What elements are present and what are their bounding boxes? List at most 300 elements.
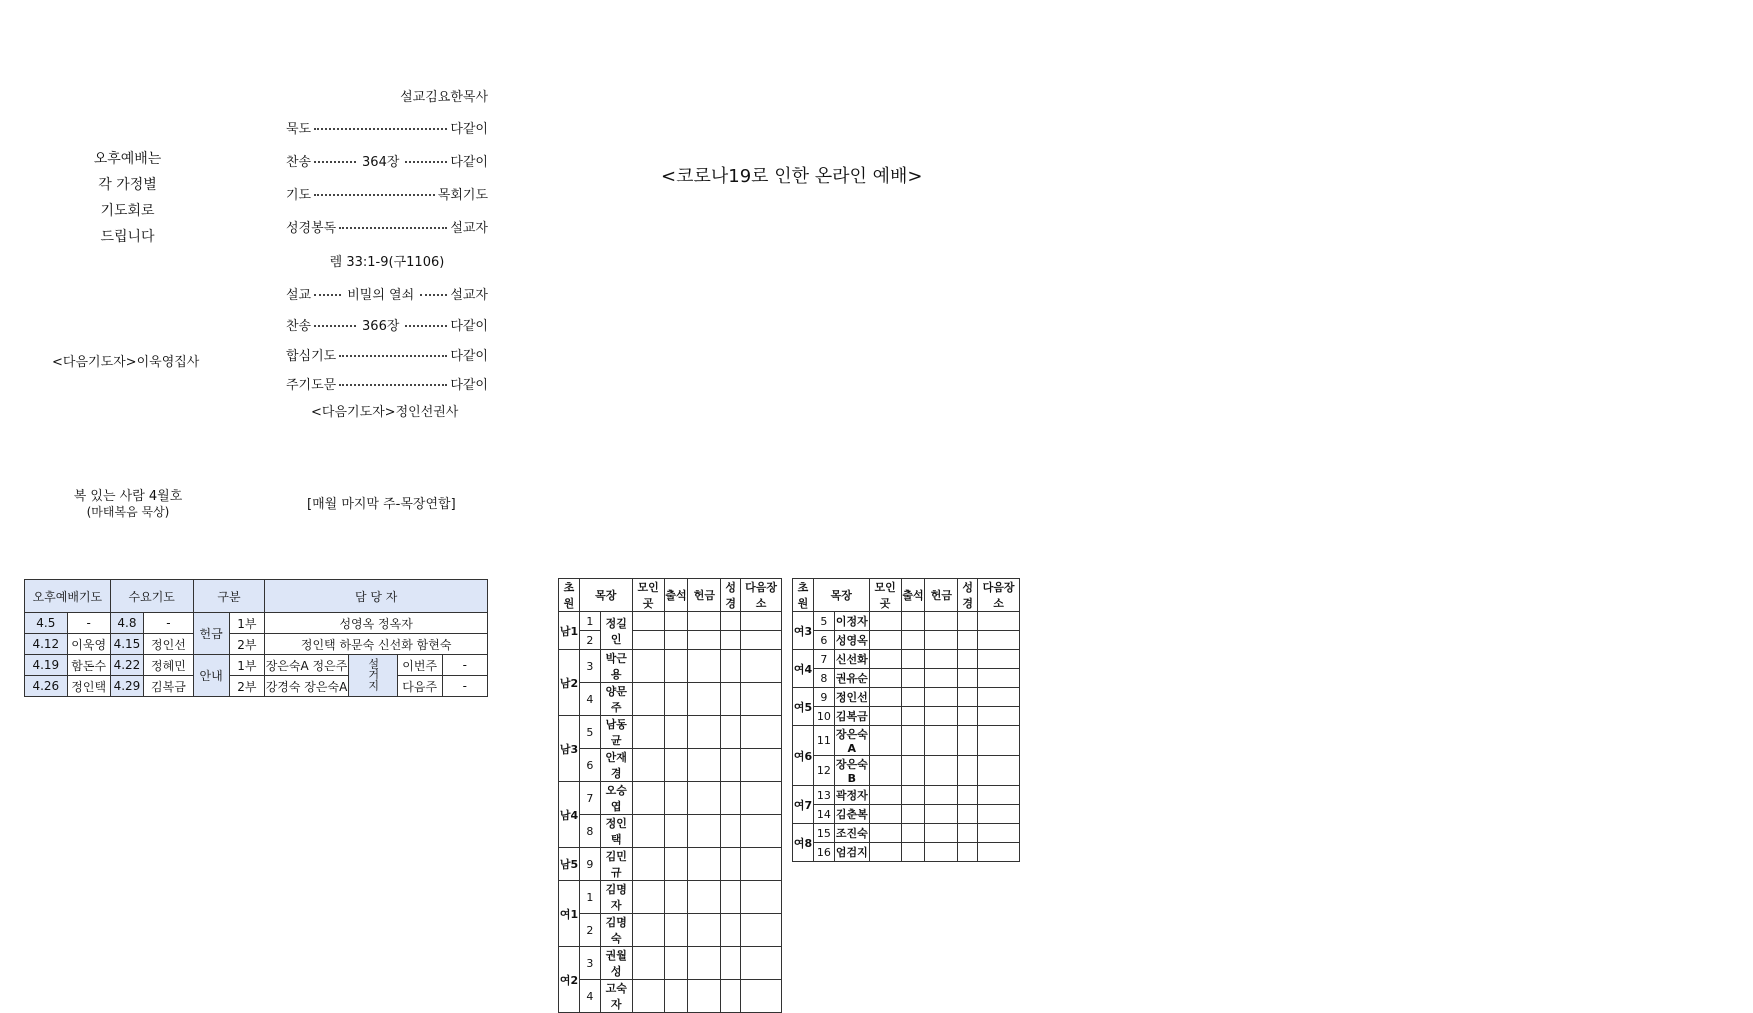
- member-no: 11: [813, 726, 834, 756]
- table-row: [559, 815, 782, 848]
- member-name: 김명자: [600, 881, 632, 914]
- name-cell: 정인선: [144, 634, 194, 655]
- member-no: 4: [579, 980, 600, 1013]
- monthly-note: [매월 마지막 주-목장연합]: [307, 497, 456, 512]
- empty-cell[interactable]: [741, 749, 782, 782]
- empty-cell[interactable]: [925, 843, 958, 862]
- setup-week: 이번주: [397, 655, 442, 676]
- member-name: 이정자: [834, 612, 869, 631]
- member-name: 권유순: [834, 669, 869, 688]
- empty-cell[interactable]: [741, 980, 782, 1013]
- empty-cell[interactable]: [869, 688, 901, 707]
- empty-cell[interactable]: [721, 848, 741, 881]
- order-row: [286, 315, 488, 333]
- setup-label-text: 설거지: [366, 657, 380, 691]
- empty-cell[interactable]: [925, 805, 958, 824]
- prayer-notice: [70, 146, 185, 250]
- member-name: 김춘복: [834, 805, 869, 824]
- member-name: 고숙자: [600, 980, 632, 1013]
- empty-cell[interactable]: [925, 756, 958, 786]
- member-name: 조진숙: [834, 824, 869, 843]
- table-row: [559, 881, 782, 914]
- empty-cell[interactable]: [632, 980, 664, 1013]
- table-row: [559, 848, 782, 881]
- empty-cell[interactable]: [688, 749, 721, 782]
- col-header: 헌금: [688, 579, 721, 612]
- empty-cell[interactable]: [632, 650, 664, 683]
- empty-cell[interactable]: [978, 707, 1020, 726]
- empty-cell[interactable]: [632, 848, 664, 881]
- empty-cell[interactable]: [688, 716, 721, 749]
- col-header: 구분: [193, 580, 265, 613]
- col-header: 출석: [664, 579, 688, 612]
- empty-cell[interactable]: [869, 631, 901, 650]
- member-no: 14: [813, 805, 834, 824]
- part-cell: 2부: [229, 676, 265, 697]
- empty-cell[interactable]: [741, 683, 782, 716]
- empty-cell[interactable]: [978, 786, 1020, 805]
- guide-label: 안내: [193, 655, 229, 697]
- empty-cell[interactable]: [632, 815, 664, 848]
- member-no: 15: [813, 824, 834, 843]
- member-no: 5: [579, 716, 600, 749]
- empty-cell[interactable]: [688, 980, 721, 1013]
- empty-cell[interactable]: [664, 749, 688, 782]
- table-row: [559, 914, 782, 947]
- empty-cell[interactable]: [869, 756, 901, 786]
- empty-cell[interactable]: [869, 843, 901, 862]
- order-detail: 비밀의 열쇠: [347, 287, 415, 303]
- empty-cell[interactable]: [664, 683, 688, 716]
- empty-cell[interactable]: [721, 749, 741, 782]
- table-row: [559, 716, 782, 749]
- table-row: [793, 631, 1020, 650]
- empty-cell[interactable]: [632, 947, 664, 980]
- col-header: 목장: [579, 579, 632, 612]
- date-cell: 4.8: [110, 613, 143, 634]
- order-row: [286, 151, 488, 169]
- date-cell: 4.12: [25, 634, 68, 655]
- member-name: 정길인: [600, 612, 632, 650]
- member-no: 1: [579, 612, 600, 631]
- empty-cell[interactable]: [664, 782, 688, 815]
- order-item: 찬송: [286, 154, 312, 170]
- empty-cell[interactable]: [925, 669, 958, 688]
- order-leader: 다같이: [450, 154, 488, 170]
- table-row: [559, 683, 782, 716]
- part-cell: 1부: [229, 655, 265, 676]
- empty-cell[interactable]: [869, 805, 901, 824]
- empty-cell[interactable]: [958, 669, 978, 688]
- empty-cell[interactable]: [869, 824, 901, 843]
- prayer-notice-line: 기도회로: [100, 203, 155, 219]
- empty-cell[interactable]: [901, 843, 925, 862]
- group-cell: 여3: [793, 612, 814, 650]
- empty-cell[interactable]: [632, 612, 664, 631]
- member-name: 엄검지: [834, 843, 869, 862]
- blessing-title: 복 있는 사람 4월호: [73, 489, 183, 504]
- group-cell: 여7: [793, 786, 814, 824]
- member-no: 2: [579, 914, 600, 947]
- empty-cell[interactable]: [901, 756, 925, 786]
- empty-cell[interactable]: [958, 756, 978, 786]
- empty-cell[interactable]: [978, 756, 1020, 786]
- col-header: 모인곳: [632, 579, 664, 612]
- name-cell: 김복금: [144, 676, 194, 697]
- order-row: [286, 284, 488, 302]
- empty-cell[interactable]: [869, 726, 901, 756]
- empty-cell[interactable]: [664, 848, 688, 881]
- prayer-notice-line: 오후예배는: [93, 151, 162, 167]
- empty-cell[interactable]: [869, 650, 901, 669]
- empty-cell[interactable]: [688, 683, 721, 716]
- name-cell: -: [144, 613, 194, 634]
- next-prayer-left: <다음기도자>이욱영집사: [52, 355, 200, 370]
- empty-cell[interactable]: [721, 716, 741, 749]
- offering-names: 성영옥 정옥자: [265, 613, 488, 634]
- sermon-header: 설교김요한목사: [400, 90, 488, 105]
- order-item: 찬송: [286, 318, 312, 334]
- member-name: 정인선: [834, 688, 869, 707]
- prayer-notice-line: 드립니다: [100, 229, 155, 245]
- member-name: 정인택: [600, 815, 632, 848]
- order-row: [286, 184, 488, 202]
- empty-cell[interactable]: [925, 650, 958, 669]
- group-cell: 남5: [559, 848, 580, 881]
- empty-cell[interactable]: [688, 612, 721, 631]
- empty-cell[interactable]: [721, 914, 741, 947]
- empty-cell[interactable]: [901, 650, 925, 669]
- member-no: 3: [579, 947, 600, 980]
- group-cell: 여4: [793, 650, 814, 688]
- empty-cell[interactable]: [925, 824, 958, 843]
- empty-cell[interactable]: [901, 824, 925, 843]
- empty-cell[interactable]: [632, 914, 664, 947]
- empty-cell[interactable]: [901, 669, 925, 688]
- empty-cell[interactable]: [664, 815, 688, 848]
- col-header: 모인곳: [869, 579, 901, 612]
- empty-cell[interactable]: [925, 707, 958, 726]
- empty-cell[interactable]: [958, 805, 978, 824]
- duty-table: [24, 579, 488, 697]
- blessing-sub: (마태복음 묵상): [86, 505, 170, 519]
- part-cell: 1부: [229, 613, 265, 634]
- date-cell: 4.5: [25, 613, 68, 634]
- empty-cell[interactable]: [632, 716, 664, 749]
- table-row: [793, 786, 1020, 805]
- empty-cell[interactable]: [978, 824, 1020, 843]
- empty-cell[interactable]: [869, 669, 901, 688]
- order-item: 성경봉독: [286, 220, 337, 236]
- empty-cell[interactable]: [958, 786, 978, 805]
- member-name: 신선화: [834, 650, 869, 669]
- col-header: 초원: [793, 579, 814, 612]
- empty-cell[interactable]: [721, 683, 741, 716]
- group-cell: 남4: [559, 782, 580, 848]
- member-name: 성영옥: [834, 631, 869, 650]
- group-cell: 여1: [559, 881, 580, 947]
- empty-cell[interactable]: [901, 805, 925, 824]
- member-name: 오승엽: [600, 782, 632, 815]
- table-row: [793, 688, 1020, 707]
- member-name: 곽정자: [834, 786, 869, 805]
- empty-cell[interactable]: [741, 782, 782, 815]
- empty-cell[interactable]: [901, 726, 925, 756]
- member-name: 김민규: [600, 848, 632, 881]
- empty-cell[interactable]: [721, 881, 741, 914]
- table-row: [559, 782, 782, 815]
- member-name: 장은숙A: [834, 726, 869, 756]
- empty-cell[interactable]: [958, 650, 978, 669]
- empty-cell[interactable]: [958, 612, 978, 631]
- empty-cell[interactable]: [958, 824, 978, 843]
- empty-cell[interactable]: [632, 881, 664, 914]
- empty-cell[interactable]: [741, 848, 782, 881]
- empty-cell[interactable]: [721, 650, 741, 683]
- empty-cell[interactable]: [925, 726, 958, 756]
- member-name: 양문주: [600, 683, 632, 716]
- empty-cell[interactable]: [869, 707, 901, 726]
- col-header: 담 당 자: [265, 580, 488, 613]
- empty-cell[interactable]: [721, 947, 741, 980]
- guide-names: 강경숙 장은숙A: [265, 676, 348, 697]
- next-prayer-right: <다음기도자>정인선권사: [311, 405, 459, 420]
- empty-cell[interactable]: [688, 848, 721, 881]
- setup-value: -: [442, 676, 487, 697]
- empty-cell[interactable]: [664, 881, 688, 914]
- member-no: 10: [813, 707, 834, 726]
- empty-cell[interactable]: [688, 914, 721, 947]
- member-no: 1: [579, 881, 600, 914]
- col-header: 헌금: [925, 579, 958, 612]
- empty-cell[interactable]: [741, 947, 782, 980]
- order-item: 주기도문: [286, 377, 337, 393]
- order-row: [286, 374, 488, 392]
- empty-cell[interactable]: [925, 786, 958, 805]
- member-name: 남동균: [600, 716, 632, 749]
- group-cell: 남1: [559, 612, 580, 650]
- empty-cell[interactable]: [741, 650, 782, 683]
- order-leader: 설교자: [450, 287, 488, 303]
- member-name: 권월성: [600, 947, 632, 980]
- empty-cell[interactable]: [978, 726, 1020, 756]
- empty-cell[interactable]: [869, 786, 901, 805]
- setup-label: [348, 655, 397, 697]
- member-no: 7: [579, 782, 600, 815]
- empty-cell[interactable]: [721, 782, 741, 815]
- group-cell: 여2: [559, 947, 580, 1013]
- part-cell: 2부: [229, 634, 265, 655]
- order-leader: 다같이: [450, 377, 488, 393]
- empty-cell[interactable]: [664, 650, 688, 683]
- empty-cell[interactable]: [901, 631, 925, 650]
- member-no: 16: [813, 843, 834, 862]
- prayer-notice-line: 각 가정별: [98, 177, 157, 193]
- date-cell: 4.22: [110, 655, 143, 676]
- date-cell: 4.15: [110, 634, 143, 655]
- empty-cell[interactable]: [958, 726, 978, 756]
- setup-week: 다음주: [397, 676, 442, 697]
- member-no: 12: [813, 756, 834, 786]
- order-row: [286, 118, 488, 136]
- member-no: 13: [813, 786, 834, 805]
- table-row: [793, 612, 1020, 631]
- empty-cell[interactable]: [978, 612, 1020, 631]
- col-header: 다음장소: [978, 579, 1020, 612]
- name-cell: 이욱영: [67, 634, 110, 655]
- empty-cell[interactable]: [721, 815, 741, 848]
- member-name: 안재경: [600, 749, 632, 782]
- table-row: [793, 843, 1020, 862]
- empty-cell[interactable]: [958, 688, 978, 707]
- empty-cell[interactable]: [688, 881, 721, 914]
- order-detail: 366장: [362, 318, 400, 334]
- group-cell: 남3: [559, 716, 580, 782]
- empty-cell[interactable]: [632, 749, 664, 782]
- table-row: [559, 749, 782, 782]
- empty-cell[interactable]: [632, 782, 664, 815]
- scripture: 렘 33:1-9(구1106): [329, 255, 445, 270]
- table-row: [793, 650, 1020, 669]
- name-cell: 정혜민: [144, 655, 194, 676]
- empty-cell[interactable]: [721, 631, 741, 650]
- table-row: [559, 980, 782, 1013]
- date-cell: 4.26: [25, 676, 68, 697]
- member-no: 3: [579, 650, 600, 683]
- empty-cell[interactable]: [632, 683, 664, 716]
- table-row: [793, 805, 1020, 824]
- empty-cell[interactable]: [721, 612, 741, 631]
- empty-cell[interactable]: [925, 631, 958, 650]
- col-header: 목장: [813, 579, 869, 612]
- member-no: 4: [579, 683, 600, 716]
- empty-cell[interactable]: [925, 612, 958, 631]
- empty-cell[interactable]: [978, 843, 1020, 862]
- table-row: [559, 650, 782, 683]
- empty-cell[interactable]: [901, 786, 925, 805]
- offering-names: 정인택 하문숙 신선화 함현숙: [265, 634, 488, 655]
- empty-cell[interactable]: [664, 612, 688, 631]
- empty-cell[interactable]: [741, 612, 782, 631]
- order-item: 합심기도: [286, 348, 337, 364]
- empty-cell[interactable]: [978, 669, 1020, 688]
- empty-cell[interactable]: [664, 947, 688, 980]
- table-row: [793, 707, 1020, 726]
- empty-cell[interactable]: [741, 631, 782, 650]
- empty-cell[interactable]: [978, 805, 1020, 824]
- col-header: 성경: [958, 579, 978, 612]
- member-no: 6: [813, 631, 834, 650]
- table-row: [559, 947, 782, 980]
- empty-cell[interactable]: [688, 782, 721, 815]
- empty-cell[interactable]: [958, 631, 978, 650]
- online-notice: <코로나19로 인한 온라인 예배>: [661, 166, 923, 187]
- col-header: 다음장소: [741, 579, 782, 612]
- member-no: 9: [813, 688, 834, 707]
- order-row: [286, 217, 488, 235]
- empty-cell[interactable]: [741, 716, 782, 749]
- member-name: 장은숙B: [834, 756, 869, 786]
- date-cell: 4.19: [25, 655, 68, 676]
- order-row: [286, 345, 488, 363]
- name-cell: -: [67, 613, 110, 634]
- member-no: 7: [813, 650, 834, 669]
- group-cell: 여5: [793, 688, 814, 726]
- empty-cell[interactable]: [978, 650, 1020, 669]
- empty-cell[interactable]: [688, 631, 721, 650]
- empty-cell[interactable]: [721, 980, 741, 1013]
- empty-cell[interactable]: [869, 612, 901, 631]
- member-name: 박근용: [600, 650, 632, 683]
- empty-cell[interactable]: [664, 716, 688, 749]
- member-no: 2: [579, 631, 600, 650]
- empty-cell[interactable]: [958, 843, 978, 862]
- empty-cell[interactable]: [664, 980, 688, 1013]
- empty-cell[interactable]: [741, 881, 782, 914]
- empty-cell[interactable]: [688, 815, 721, 848]
- member-no: 8: [579, 815, 600, 848]
- col-header: 오후예배기도: [25, 580, 111, 613]
- empty-cell[interactable]: [688, 947, 721, 980]
- group-cell: 여6: [793, 726, 814, 786]
- empty-cell[interactable]: [664, 631, 688, 650]
- order-item: 묵도: [286, 121, 312, 137]
- col-header: 수요기도: [110, 580, 193, 613]
- guide-names: 장은숙A 정은주: [265, 655, 348, 676]
- table-row: [793, 669, 1020, 688]
- group-cell: 남2: [559, 650, 580, 716]
- member-no: 5: [813, 612, 834, 631]
- member-no: 8: [813, 669, 834, 688]
- table-row: [559, 612, 782, 631]
- table-row: [793, 756, 1020, 786]
- order-leader: 다같이: [450, 348, 488, 364]
- offering-label: 헌금: [193, 613, 229, 655]
- table-row: [793, 726, 1020, 756]
- name-cell: 정인택: [67, 676, 110, 697]
- member-no: 6: [579, 749, 600, 782]
- date-cell: 4.29: [110, 676, 143, 697]
- order-detail: 364장: [362, 154, 400, 170]
- order-leader: 목회기도: [437, 187, 488, 203]
- empty-cell[interactable]: [978, 688, 1020, 707]
- name-cell: 함돈수: [67, 655, 110, 676]
- col-header: 초원: [559, 579, 580, 612]
- member-name: 김복금: [834, 707, 869, 726]
- empty-cell[interactable]: [741, 914, 782, 947]
- empty-cell[interactable]: [901, 612, 925, 631]
- member-no: 9: [579, 848, 600, 881]
- order-leader: 설교자: [450, 220, 488, 236]
- empty-cell[interactable]: [958, 707, 978, 726]
- empty-cell[interactable]: [901, 688, 925, 707]
- empty-cell[interactable]: [925, 688, 958, 707]
- empty-cell[interactable]: [741, 815, 782, 848]
- empty-cell[interactable]: [901, 707, 925, 726]
- empty-cell[interactable]: [978, 631, 1020, 650]
- empty-cell[interactable]: [688, 650, 721, 683]
- empty-cell[interactable]: [632, 631, 664, 650]
- order-leader: 다같이: [450, 318, 488, 334]
- empty-cell[interactable]: [664, 914, 688, 947]
- member-name: 김명숙: [600, 914, 632, 947]
- table-row: [559, 631, 782, 650]
- attendance-table-left: [558, 578, 782, 1013]
- setup-value: -: [442, 655, 487, 676]
- group-cell: 여8: [793, 824, 814, 862]
- order-leader: 다같이: [450, 121, 488, 137]
- attendance-table-right: [792, 578, 1020, 862]
